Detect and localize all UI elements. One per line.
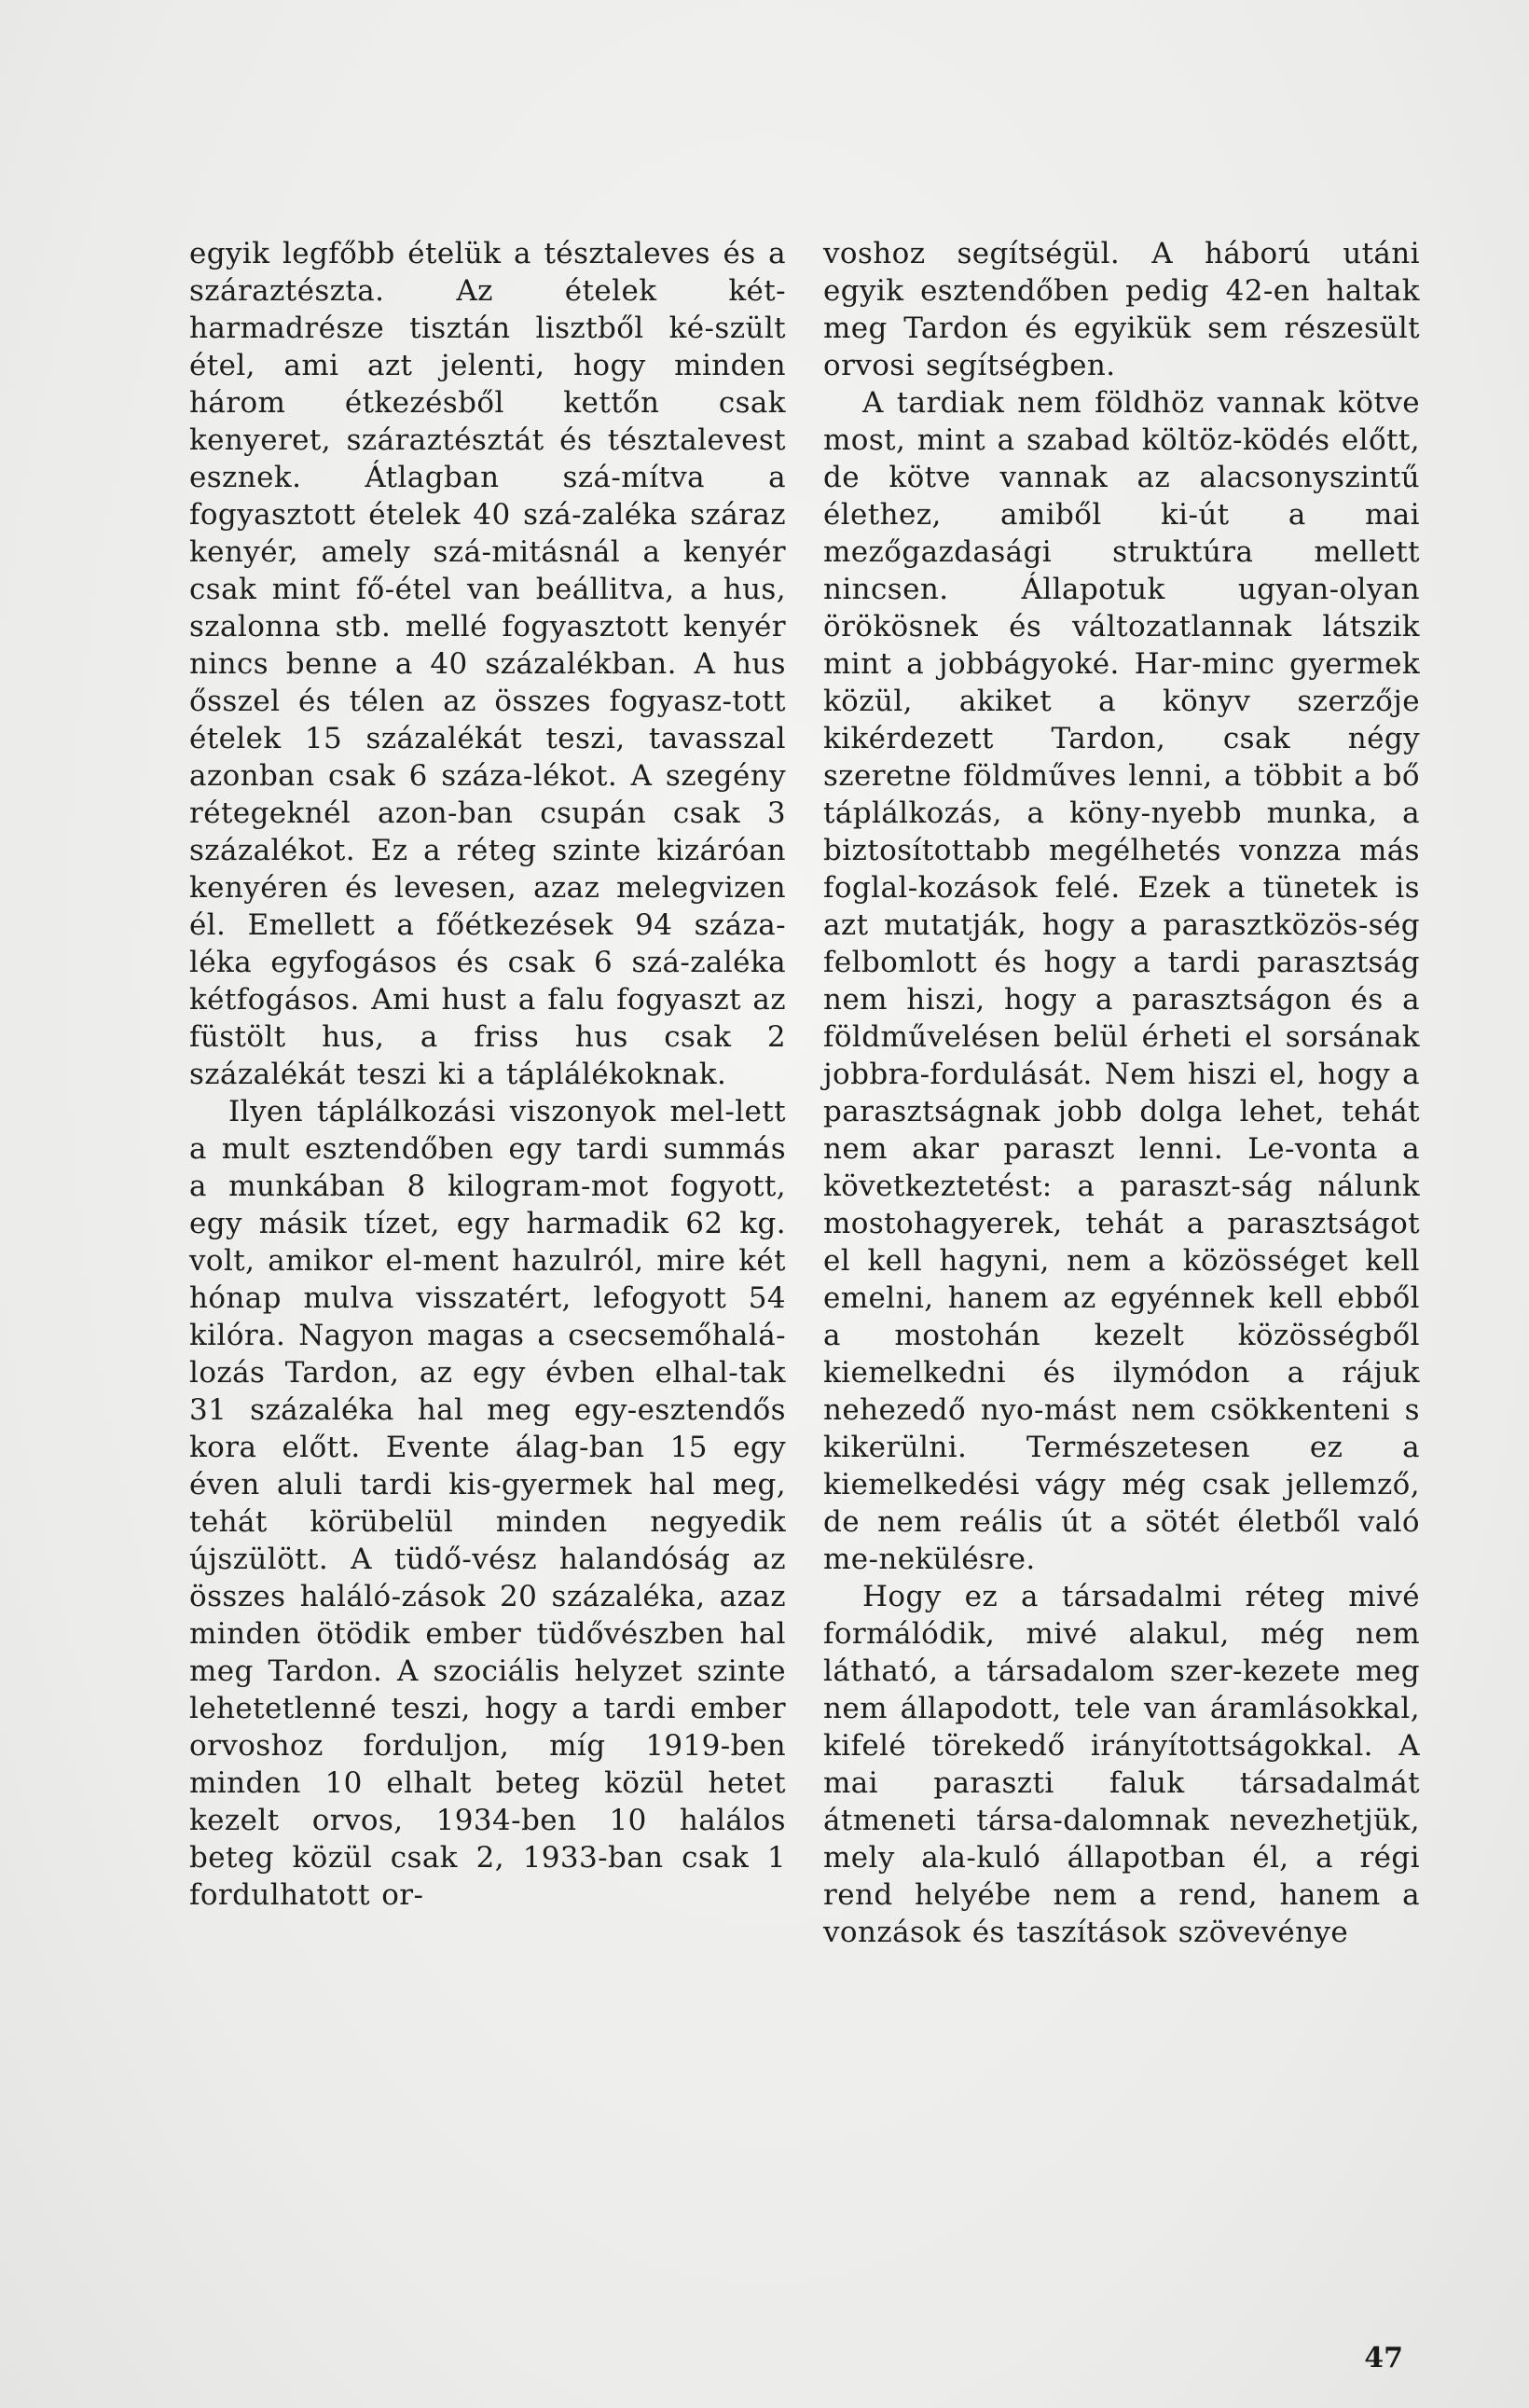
left-paragraph-2: Ilyen táplálkozási viszonyok mel-lett a mult esztendőben egy tardi summás a munkában 8 kilogram-mot fogyott, egy másik tízet, egy harmadik 62 kg. volt, amikor el-ment hazulról, mire két hónap mulva visszatért, lefogyott 54 kilóra. Nagyon magas a csecsemőhalá-lozás Tardon, az egy évben elhal-tak 31 százaléka hal meg egy-esztendős kora előtt. Evente álag-ban 15 egy éven aluli tardi kis-gyermek hal meg, tehát körübelül minden negyedik újszülött. A tüdő-vész halandóság az összes haláló-zások 20 százaléka, azaz minden ötödik ember tüdővészben hal meg Tardon. A szociális helyzet szinte lehetetlenné teszi, hogy a tardi ember orvoshoz forduljon, míg 1919-ben minden 10 elhalt beteg közül hetet kezelt orvos, 1934-ben 10 halálos beteg közül csak 2, 1933-ban csak 1 fordulhatott or-	[189, 1095, 786, 1912]
right-paragraph-3: Hogy ez a társadalmi réteg mivé formálódik, mivé alakul, még nem látható, a társadalom szer-kezete meg nem állapodott, tele van áramlásokkal, kifelé törekedő irányítottságokkal. A mai paraszti faluk társadalmát átmeneti társa-dalomnak nevezhetjük, mely ala-kuló állapotban él, a régi rend helyébe nem a rend, hanem a vonzások és taszítások szövevénye	[823, 1580, 1420, 1949]
page-number: 47	[1364, 2342, 1403, 2374]
left-paragraph-1: egyik legfőbb ételük a tésztaleves és a száraztészta. Az ételek két-harmadrésze tisztán lisztből ké-szült étel, ami azt jelenti, hogy minden három étkezésből kettőn csak kenyeret, száraztésztát és tésztalevest esznek. Átlagban szá-mítva a fogyasztott ételek 40 szá-zaléka száraz kenyér, amely szá-mitásnál a kenyér csak mint fő-étel van beállitva, a hus, szalonna stb. mellé fogyasztott kenyér nincs benne a 40 százalékban. A hus ősszel és télen az összes fogyasz-tott ételek 15 százalékát teszi, tavasszal azonban csak 6 száza-lékot. A szegény rétegeknél azon-ban csupán csak 3 százalékot. Ez a réteg szinte kizáróan kenyéren és levesen, azaz melegvizen él. Emellett a főétkezések 94 száza-léka egyfogásos és csak 6 szá-zaléka kétfogásos. Ami hust a falu fogyaszt az füstölt hus, a friss hus csak 2 százalékát teszi ki a táplálékoknak.	[189, 237, 786, 1091]
left-column	[189, 235, 786, 1914]
right-column	[823, 235, 1420, 1951]
right-paragraph-1: voshoz segítségül. A háború utáni egyik esztendőben pedig 42-en haltak meg Tardon és egyikük sem részesült orvosi segítségben.	[823, 237, 1420, 382]
right-paragraph-2: A tardiak nem földhöz vannak kötve most, mint a szabad költöz-ködés előtt, de kötve vannak az alacsonyszintű élethez, amiből ki-út a mai mezőgazdasági struktúra mellett nincsen. Állapotuk ugyan-olyan örökösnek és változatlannak látszik mint a jobbágyoké. Har-minc gyermek közül, akiket a könyv szerzője kikérdezett Tardon, csak négy szeretne földműves lenni, a többit a bő táplálkozás, a köny-nyebb munka, a biztosítottabb megélhetés vonzza más foglal-kozások felé. Ezek a tünetek is azt mutatják, hogy a parasztközös-ség felbomlott és hogy a tardi parasztság nem hiszi, hogy a parasztságon és a földművelésen belül érheti el sorsának jobbra-fordulását. Nem hiszi el, hogy a parasztságnak jobb dolga lehet, tehát nem akar paraszt lenni. Le-vonta a következtetést: a paraszt-ság nálunk mostohagyerek, tehát a parasztságot el kell hagyni, nem a közösséget kell emelni, hanem az egyénnek kell ebből a mostohán kezelt közösségből kiemelkedni és ilymódon a rájuk nehezedő nyo-mást nem csökkenteni s kikerülni. Természetesen ez a kiemelkedési vágy még csak jellemző, de nem reális út a sötét életből való me-nekülésre.	[823, 386, 1420, 1576]
